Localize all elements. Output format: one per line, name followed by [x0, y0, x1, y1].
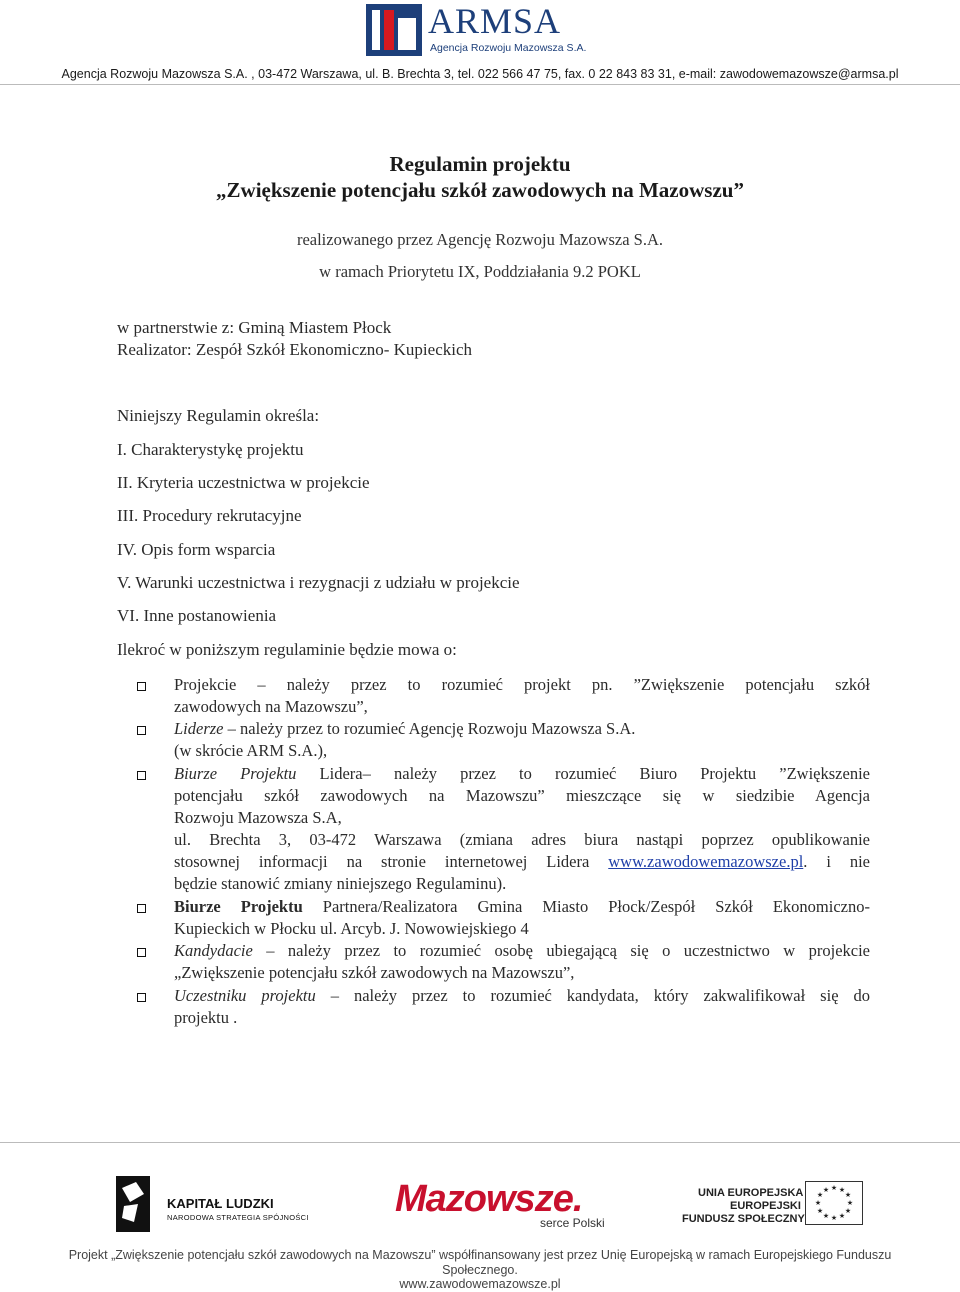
ue-label: UNIA EUROPEJSKA: [698, 1187, 804, 1199]
svg-text:★: ★: [816, 1191, 824, 1199]
definition-projekt: [174, 674, 870, 718]
kapital-ludzki-title: KAPITAŁ LUDZKI: [167, 1196, 274, 1211]
regulamin-intro: Niniejszy Regulamin określa:: [117, 406, 320, 425]
definition-line: projektu .: [174, 1008, 238, 1027]
definition-lider: [174, 718, 870, 762]
svg-text:★: ★: [822, 1212, 830, 1220]
definition-text: Lidera– należy przez to rozumieć Biuro Projektu ”Zwiększenie: [296, 764, 870, 783]
ue-label: EUROPEJSKI: [730, 1200, 801, 1212]
definition-line: Rozwoju Mazowsza S.A,: [174, 808, 342, 827]
subtitle-realized-by: realizowanego przez Agencję Rozwoju Mazowsza S.A.: [296, 230, 664, 249]
definition-line: Kupieckich w Płocku ul. Arcyb. J. Nowowiejskiego 4: [174, 919, 529, 938]
checkbox-bullet-icon: [137, 993, 146, 1002]
svg-text:★: ★: [830, 1184, 838, 1192]
page-title: Regulamin projektu: [389, 152, 571, 176]
definition-text: – należy przez to rozumieć Agencję Rozwoju Mazowsza S.A.: [223, 719, 636, 738]
definition-text: Partnera/Realizatora Gmina Miasto Płock/Zespół Szkół Ekonomiczno-: [302, 897, 870, 916]
definition-term: Uczestniku projektu: [174, 986, 316, 1005]
svg-text:★: ★: [830, 1214, 838, 1222]
footer-project-text: Projekt „Zwiększenie potencjału szkół zawodowych na Mazowszu” współfinansowany jest przez Unię Europejską w ramach Europejskiego Funduszu Społecznego.: [68, 1248, 892, 1277]
logo-name: ARMSA: [428, 1, 562, 41]
definition-line: Projekcie – należy przez to rozumieć projekt pn. ”Zwiększenie potencjału szkół: [174, 675, 870, 694]
definition-term: Liderze: [174, 719, 224, 738]
eu-flag-icon: [805, 1181, 863, 1225]
header-divider: [0, 84, 960, 85]
svg-text:★: ★: [814, 1199, 822, 1207]
kapital-ludzki-subtitle: NARODOWA STRATEGIA SPÓJNOŚCI: [167, 1213, 309, 1222]
checkbox-bullet-icon: [137, 771, 146, 780]
logo-subtitle: Agencja Rozwoju Mazowsza S.A.: [430, 42, 587, 54]
svg-text:★: ★: [838, 1212, 846, 1220]
svg-text:★: ★: [844, 1207, 852, 1215]
definition-term: Biurze Projektu: [174, 897, 303, 916]
definition-line: zawodowych na Mazowszu”,: [174, 697, 368, 716]
definition-term: Biurze Projektu: [174, 764, 297, 783]
ue-label: FUNDUSZ SPOŁECZNY: [682, 1213, 805, 1225]
svg-text:★: ★: [838, 1186, 846, 1194]
definition-text: – należy przez to rozumieć kandydata, który zakwalifikował się do: [315, 986, 870, 1005]
svg-text:★: ★: [816, 1207, 824, 1215]
checkbox-bullet-icon: [137, 904, 146, 913]
definition-line: „Zwiększenie potencjału szkół zawodowych na Mazowszu”,: [174, 963, 575, 982]
checkbox-bullet-icon: [137, 682, 146, 691]
definition-line: będzie stanowić zmiany niniejszego Regulaminu).: [174, 874, 507, 893]
partner-line: w partnerstwie z: Gminą Miastem Płock: [117, 318, 392, 337]
svg-text:★: ★: [822, 1186, 830, 1194]
section-item: V. Warunki uczestnictwa i rezygnacji z udziału w projekcie: [117, 573, 520, 592]
mazowsze-subtitle: serce Polski: [540, 1216, 605, 1230]
definition-kandydat: [174, 940, 870, 984]
section-item: II. Kryteria uczestnictwa w projekcie: [117, 473, 370, 492]
website-link[interactable]: www.zawodowemazowsze.pl: [608, 852, 804, 871]
definition-term: Kandydacie: [174, 941, 253, 960]
armsa-logo-mark: [366, 4, 426, 56]
definition-text: – należy przez to rozumieć osobę ubiegającą się o uczestnictwo w projekcie: [252, 941, 870, 960]
section-item: III. Procedury rekrutacyjne: [117, 506, 302, 525]
subtitle-priority: w ramach Priorytetu IX, Poddziałania 9.2 POKL: [319, 262, 641, 281]
definition-uczestnik: [174, 985, 870, 1029]
section-item: VI. Inne postanowienia: [117, 606, 277, 625]
definition-biuro-lidera: [174, 763, 870, 895]
definition-line: ul. Brechta 3, 03-472 Warszawa (zmiana adres biura nastąpi poprzez opublikowanie: [174, 830, 870, 849]
kapital-ludzki-logo-icon: [116, 1176, 150, 1232]
realizator-line: Realizator: Zespół Szkół Ekonomiczno- Kupieckich: [117, 340, 473, 359]
mazowsze-logo: Mazowsze.: [395, 1178, 583, 1220]
checkbox-bullet-icon: [137, 948, 146, 957]
definition-line: (w skrócie ARM S.A.),: [174, 741, 328, 760]
header-contact: Agencja Rozwoju Mazowsza S.A. , 03-472 Warszawa, ul. B. Brechta 3, tel. 022 566 47 75, fax. 0 22 843 83 31, e-mail: zawodowemazowsze@armsa.pl: [61, 67, 899, 81]
definition-text: stosownej informacji na stronie internetowej Lidera: [174, 852, 609, 871]
checkbox-bullet-icon: [137, 726, 146, 735]
section-item: I. Charakterystykę projektu: [117, 440, 304, 459]
armsa-logo: [366, 1, 587, 56]
section-item: IV. Opis form wsparcia: [117, 540, 276, 559]
page-title-project: „Zwiększenie potencjału szkół zawodowych na Mazowszu”: [216, 178, 744, 202]
svg-text:★: ★: [844, 1191, 852, 1199]
footer-divider: [0, 1142, 960, 1143]
definition-text: . i nie: [803, 852, 870, 871]
definition-biuro-partnera: [174, 896, 870, 940]
svg-text:★: ★: [846, 1199, 854, 1207]
definitions-intro: Ilekroć w poniższym regulaminie będzie mowa o:: [117, 640, 457, 659]
footer-url[interactable]: www.zawodowemazowsze.pl: [399, 1277, 561, 1291]
definition-line: potencjału szkół zawodowych na Mazowszu” mieszczące się w siedzibie Agencja: [174, 786, 870, 805]
